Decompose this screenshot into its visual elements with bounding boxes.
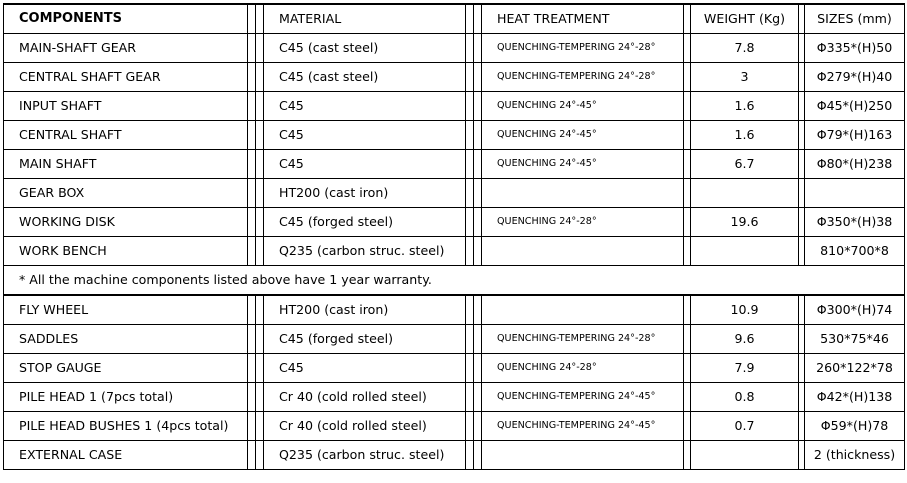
column-gap	[248, 441, 256, 470]
component-cell: PILE HEAD 1 (7pcs total)	[4, 383, 248, 412]
column-gap	[474, 412, 482, 441]
column-gap	[684, 4, 691, 34]
column-gap	[248, 179, 256, 208]
column-gap	[466, 121, 474, 150]
component-cell: WORKING DISK	[4, 208, 248, 237]
table-row	[4, 354, 905, 383]
header-components: COMPONENTS	[4, 4, 248, 34]
column-gap	[684, 354, 691, 383]
column-gap	[256, 150, 264, 179]
material-cell: C45	[264, 92, 466, 121]
header-sizes: SIZES (mm)	[805, 4, 905, 34]
column-gap	[248, 354, 256, 383]
table-row	[4, 92, 905, 121]
column-gap	[684, 295, 691, 325]
column-gap	[256, 121, 264, 150]
heat-treatment-cell: QUENCHING-TEMPERING 24°-28°	[482, 325, 684, 354]
column-gap	[466, 295, 474, 325]
table-row	[4, 295, 905, 325]
weight-cell: 0.7	[691, 412, 799, 441]
material-cell: C45 (forged steel)	[264, 325, 466, 354]
material-cell: HT200 (cast iron)	[264, 179, 466, 208]
column-gap	[466, 92, 474, 121]
heat-treatment-cell	[482, 237, 684, 266]
component-cell: CENTRAL SHAFT GEAR	[4, 63, 248, 92]
weight-cell: 9.6	[691, 325, 799, 354]
heat-treatment-cell: QUENCHING 24°-28°	[482, 208, 684, 237]
column-gap	[466, 237, 474, 266]
column-gap	[248, 63, 256, 92]
warranty-note: * All the machine components listed above have 1 year warranty.	[4, 266, 905, 296]
material-cell: Q235 (carbon struc. steel)	[264, 441, 466, 470]
column-gap	[248, 412, 256, 441]
sizes-cell: Φ42*(H)138	[805, 383, 905, 412]
weight-cell: 3	[691, 63, 799, 92]
component-cell: INPUT SHAFT	[4, 92, 248, 121]
column-gap	[474, 441, 482, 470]
column-gap	[466, 4, 474, 34]
column-gap	[248, 121, 256, 150]
weight-cell: 10.9	[691, 295, 799, 325]
warranty-note-row	[4, 266, 905, 296]
column-gap	[684, 34, 691, 63]
column-gap	[466, 208, 474, 237]
column-gap	[466, 150, 474, 179]
heat-treatment-cell: QUENCHING-TEMPERING 24°-28°	[482, 34, 684, 63]
column-gap	[256, 412, 264, 441]
column-gap	[466, 412, 474, 441]
column-gap	[474, 237, 482, 266]
sizes-cell: Φ45*(H)250	[805, 92, 905, 121]
column-gap	[684, 325, 691, 354]
material-cell: C45 (cast steel)	[264, 63, 466, 92]
column-gap	[256, 92, 264, 121]
sizes-cell	[805, 179, 905, 208]
weight-cell: 1.6	[691, 121, 799, 150]
material-cell: C45	[264, 354, 466, 383]
column-gap	[466, 34, 474, 63]
column-gap	[684, 383, 691, 412]
column-gap	[466, 63, 474, 92]
heat-treatment-cell: QUENCHING 24°-28°	[482, 354, 684, 383]
sizes-cell: Φ279*(H)40	[805, 63, 905, 92]
table-row	[4, 412, 905, 441]
column-gap	[248, 34, 256, 63]
weight-cell: 0.8	[691, 383, 799, 412]
weight-cell: 7.8	[691, 34, 799, 63]
weight-cell: 19.6	[691, 208, 799, 237]
column-gap	[474, 295, 482, 325]
column-gap	[474, 383, 482, 412]
table-row	[4, 179, 905, 208]
sizes-cell: 530*75*46	[805, 325, 905, 354]
table-row	[4, 208, 905, 237]
table-row	[4, 441, 905, 470]
column-gap	[474, 34, 482, 63]
weight-cell	[691, 179, 799, 208]
column-gap	[256, 354, 264, 383]
column-gap	[466, 325, 474, 354]
column-gap	[466, 179, 474, 208]
column-gap	[248, 4, 256, 34]
heat-treatment-cell: QUENCHING 24°-45°	[482, 150, 684, 179]
table-body	[4, 4, 905, 470]
column-gap	[474, 354, 482, 383]
header-weight: WEIGHT (Kg)	[691, 4, 799, 34]
header-material: MATERIAL	[264, 4, 466, 34]
component-cell: WORK BENCH	[4, 237, 248, 266]
column-gap	[474, 208, 482, 237]
heat-treatment-cell	[482, 441, 684, 470]
component-cell: FLY WHEEL	[4, 295, 248, 325]
sizes-cell: Φ335*(H)50	[805, 34, 905, 63]
material-cell: C45	[264, 150, 466, 179]
column-gap	[248, 150, 256, 179]
column-gap	[474, 179, 482, 208]
component-cell: SADDLES	[4, 325, 248, 354]
weight-cell	[691, 441, 799, 470]
component-cell: GEAR BOX	[4, 179, 248, 208]
column-gap	[684, 121, 691, 150]
component-cell: MAIN SHAFT	[4, 150, 248, 179]
column-gap	[474, 4, 482, 34]
column-gap	[684, 208, 691, 237]
sizes-cell: 260*122*78	[805, 354, 905, 383]
column-gap	[474, 63, 482, 92]
material-cell: C45	[264, 121, 466, 150]
column-gap	[256, 179, 264, 208]
material-cell: Cr 40 (cold rolled steel)	[264, 383, 466, 412]
material-cell: Cr 40 (cold rolled steel)	[264, 412, 466, 441]
weight-cell: 1.6	[691, 92, 799, 121]
column-gap	[248, 208, 256, 237]
heat-treatment-cell	[482, 179, 684, 208]
column-gap	[256, 4, 264, 34]
material-cell: HT200 (cast iron)	[264, 295, 466, 325]
sizes-cell: Φ350*(H)38	[805, 208, 905, 237]
table-row	[4, 63, 905, 92]
material-cell: Q235 (carbon struc. steel)	[264, 237, 466, 266]
column-gap	[248, 237, 256, 266]
column-gap	[684, 412, 691, 441]
column-gap	[684, 63, 691, 92]
sizes-cell: Φ80*(H)238	[805, 150, 905, 179]
column-gap	[474, 121, 482, 150]
sizes-cell: 810*700*8	[805, 237, 905, 266]
heat-treatment-cell: QUENCHING 24°-45°	[482, 121, 684, 150]
sizes-cell: 2 (thickness)	[805, 441, 905, 470]
table-row	[4, 121, 905, 150]
table-row	[4, 383, 905, 412]
column-gap	[256, 237, 264, 266]
column-gap	[684, 237, 691, 266]
heat-treatment-cell: QUENCHING 24°-45°	[482, 92, 684, 121]
column-gap	[248, 295, 256, 325]
component-cell: CENTRAL SHAFT	[4, 121, 248, 150]
column-gap	[466, 383, 474, 412]
column-gap	[256, 441, 264, 470]
column-gap	[684, 92, 691, 121]
component-cell: PILE HEAD BUSHES 1 (4pcs total)	[4, 412, 248, 441]
column-gap	[474, 92, 482, 121]
column-gap	[684, 179, 691, 208]
header-row	[4, 4, 905, 34]
column-gap	[256, 34, 264, 63]
heat-treatment-cell: QUENCHING-TEMPERING 24°-45°	[482, 383, 684, 412]
column-gap	[256, 325, 264, 354]
column-gap	[248, 92, 256, 121]
component-cell: STOP GAUGE	[4, 354, 248, 383]
column-gap	[256, 295, 264, 325]
header-heat-treatment: HEAT TREATMENT	[482, 4, 684, 34]
column-gap	[466, 441, 474, 470]
table-row	[4, 325, 905, 354]
sizes-cell: Φ79*(H)163	[805, 121, 905, 150]
heat-treatment-cell: QUENCHING-TEMPERING 24°-28°	[482, 63, 684, 92]
table-row	[4, 150, 905, 179]
heat-treatment-cell: QUENCHING-TEMPERING 24°-45°	[482, 412, 684, 441]
table-row	[4, 34, 905, 63]
material-cell: C45 (cast steel)	[264, 34, 466, 63]
column-gap	[248, 383, 256, 412]
column-gap	[474, 150, 482, 179]
column-gap	[256, 383, 264, 412]
column-gap	[684, 150, 691, 179]
material-cell: C45 (forged steel)	[264, 208, 466, 237]
weight-cell	[691, 237, 799, 266]
column-gap	[256, 208, 264, 237]
column-gap	[256, 63, 264, 92]
column-gap	[248, 325, 256, 354]
sizes-cell: Φ300*(H)74	[805, 295, 905, 325]
sizes-cell: Φ59*(H)78	[805, 412, 905, 441]
weight-cell: 6.7	[691, 150, 799, 179]
table-row	[4, 237, 905, 266]
column-gap	[474, 325, 482, 354]
weight-cell: 7.9	[691, 354, 799, 383]
column-gap	[466, 354, 474, 383]
heat-treatment-cell	[482, 295, 684, 325]
components-table	[3, 3, 905, 470]
component-cell: EXTERNAL CASE	[4, 441, 248, 470]
component-cell: MAIN-SHAFT GEAR	[4, 34, 248, 63]
column-gap	[684, 441, 691, 470]
